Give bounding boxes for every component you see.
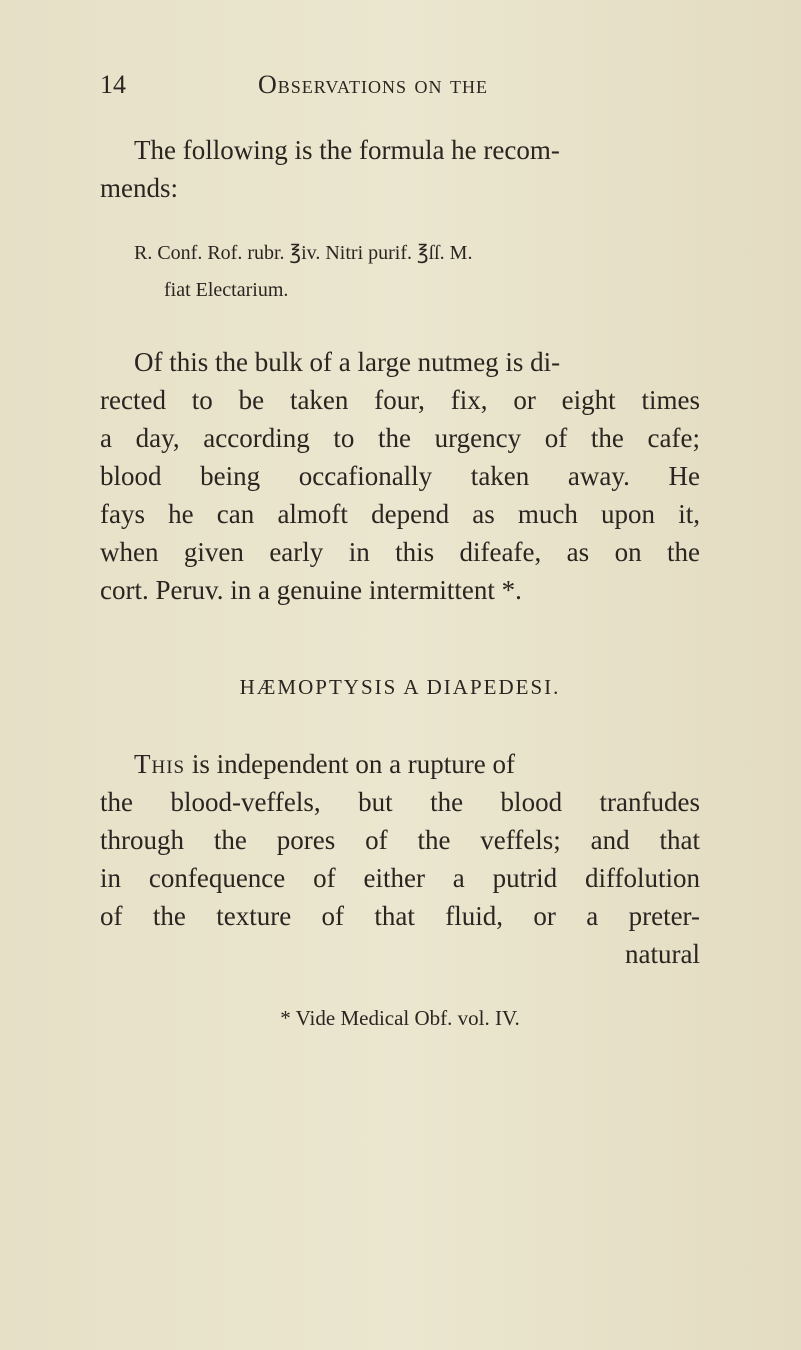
paragraph-2-line: Of this the bulk of a large nutmeg is di- bbox=[134, 347, 561, 377]
catchword: natural bbox=[625, 939, 700, 969]
paragraph-3-line: of the texture of that fluid, or a preter- bbox=[100, 901, 700, 931]
paragraph-1-line: The following is the formula he recom- bbox=[134, 135, 560, 165]
page-header bbox=[100, 70, 700, 110]
paragraph-2-line: rected to be taken four, fix, or eight times bbox=[100, 385, 700, 415]
page-number: 14 bbox=[100, 70, 126, 99]
running-title: Observations on the bbox=[258, 70, 489, 99]
paragraph-3-first-line bbox=[134, 744, 700, 784]
paragraph-3-line: through the pores of the veffels; and that bbox=[100, 825, 700, 855]
paragraph-2-line: when given early in this difeafe, as on the bbox=[100, 537, 700, 567]
paragraph-3-lead-word: This bbox=[134, 749, 186, 779]
paragraph-2-line: fays he can almoft depend as much upon it, bbox=[100, 499, 700, 529]
footnote: * Vide Medical Obf. vol. IV. bbox=[280, 1006, 520, 1030]
formula-line: R. Conf. Rof. rubr. ℥iv. Nitri purif. ℥ſſ. M. bbox=[134, 242, 473, 264]
paragraph-1-line: mends: bbox=[100, 173, 178, 203]
paragraph-3-line: the blood-veffels, but the blood tranfudes bbox=[100, 787, 700, 817]
formula-line: fiat Electarium. bbox=[164, 279, 289, 301]
paragraph-2-line: cort. Peruv. in a genuine intermittent *. bbox=[100, 575, 522, 605]
paragraph-2-line: blood being occafionally taken away. He bbox=[100, 461, 700, 491]
section-heading: HÆMOPTYSIS A DIAPEDESI. bbox=[239, 675, 561, 699]
paragraph-3-first-line-rest: is independent on a rupture of bbox=[185, 749, 516, 779]
paragraph-3-line: in confequence of either a putrid diffolution bbox=[100, 863, 700, 893]
paragraph-2-line: a day, according to the urgency of the cafe; bbox=[100, 423, 700, 453]
